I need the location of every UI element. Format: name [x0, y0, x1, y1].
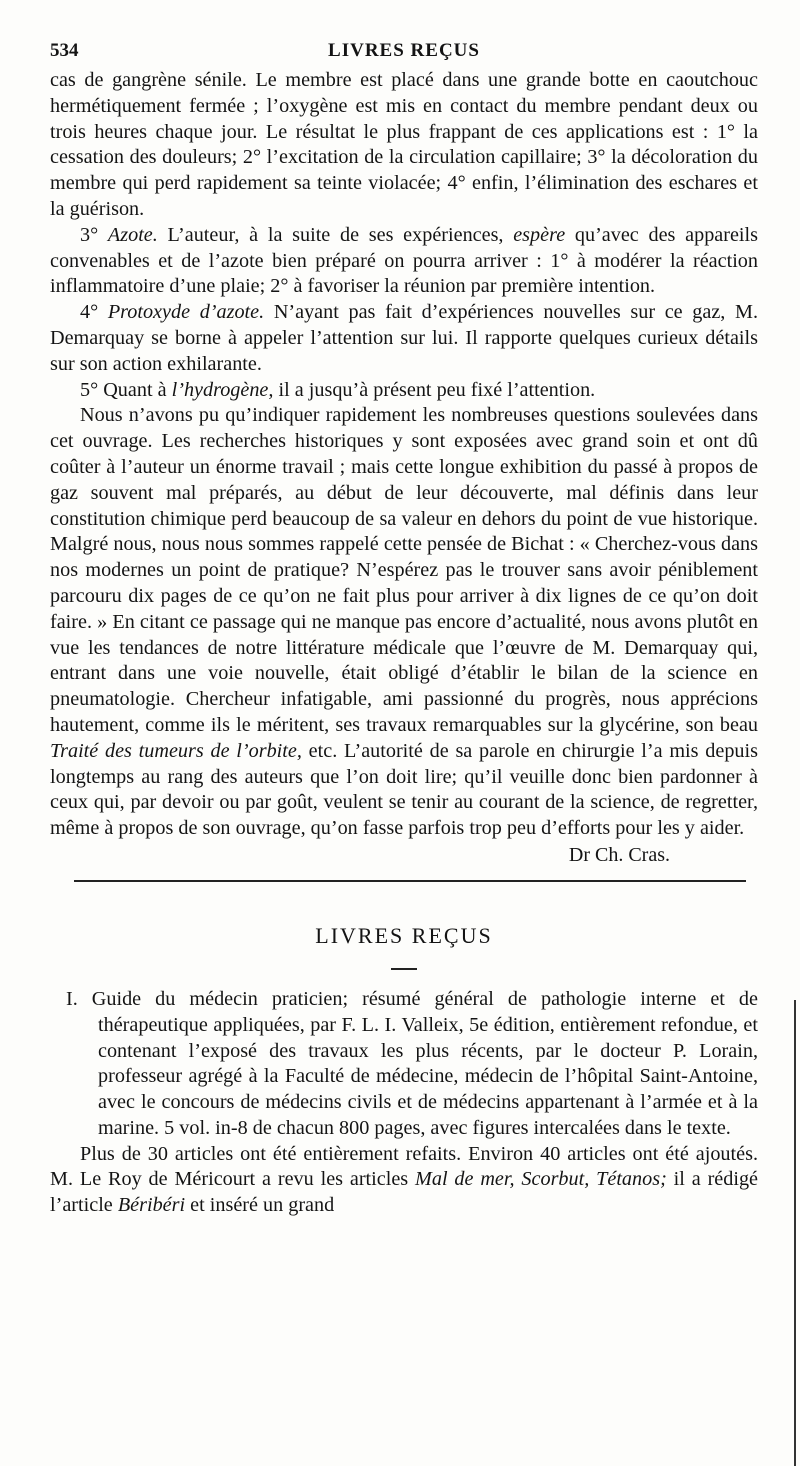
italic-term: espère: [513, 223, 566, 246]
running-head: [50, 38, 758, 68]
section-title: LIVRES REÇUS: [315, 922, 493, 948]
page-number: 534: [50, 40, 79, 61]
signature: Dr Ch. Cras.: [568, 843, 670, 866]
paragraph: Nous n’avons pu qu’indiquer rapidement les nombreuses questions soulevées dans cet ouvrage. Les recherches historiques y sont exposées avec grand soin et ont dû coûter à l’auteur un énorme travail ; mais cette longue exhibition du passé à propos de gaz souvent mal préparés, au début de leur découverte, mal définis dans leur constitution chimique perd beaucoup de sa valeur en dehors du point de vue historique. Malgré nous, nous nous sommes rappelé cette pensée de Bichat : « Cherchez-vous dans nos modernes un point de pratique? N’espérez pas le trouver sans avoir péniblement parcouru dix pages de ce qu’on ne fait plus pour arriver à dix lignes de ce qu’on doit faire. » En citant ce passage qui ne manque pas encore d’actualité, nous avons plutôt en vue les tendances de notre littérature médicale que l’œuvre de M. Demarquay qui, entrant dans une voie nouvelle, était obligé d’établir le bilan de la science en pneumatologie. Chercheur infatigable, ami passionné du progrès, nous apprécions hautement, comme ils le méritent, ses travaux remarquables sur la glycérine, son beau Traité des tumeurs de l’orbite, etc. L’autorité de sa parole en chirurgie l’a mis depuis longtemps au rang des auteurs que l’on doit lire; qu’il veuille donc bien pardonner à ceux qui, par devoir ou par goût, veulent se tenir au courant de la science, de regretter, même à propos de son ouvrage, qu’on fasse parfois trop peu d’efforts pour les y aider.: [50, 404, 758, 840]
paragraph: 4° Protoxyde d’azote. N’ayant pas fait d’expériences nouvelles sur ce gaz, M. Demarquay se borne à appeler l’attention sur lui. Il rapporte quelques curieux détails sur son action exhilarante.: [50, 301, 758, 375]
page-edge-line: [794, 1000, 796, 1466]
italic-term: Scorbut, Tétanos;: [521, 1168, 667, 1191]
italic-term: l’hydrogène,: [171, 378, 274, 401]
book-description: Plus de 30 articles ont été entièrement refaits. Environ 40 articles ont été ajoutés. M. Le Roy de Méricourt a revu les articles Mal de mer, Scorbut, Tétanos; il a rédigé l’article Béribéri et inséré un grand: [50, 1142, 759, 1217]
italic-term: Azote.: [107, 223, 158, 246]
book-citation: I. Guide du médecin praticien; résumé général de pathologie interne et de thérapeutique appliquées, par F. L. I. Valleix, 5e édition, entièrement refondue, et contenant l’exposé des travaux les plus récents, par le docteur P. Lorain, professeur agrégé à la Faculté de médecine, médecin de l’hôpital Saint-Antoine, avec le concours de médecins civils et de médecins appartenant à l’armée et à la marine. 5 vol. in-8 de chacun 800 pages, avec figures intercalées dans le texte.: [66, 987, 758, 1139]
paragraph: 5° Quant à l’hydrogène, il a jusqu’à présent peu fixé l’attention.: [80, 378, 596, 401]
italic-term: Mal de mer,: [415, 1168, 515, 1191]
italic-term: Traité des tumeurs de l’orbite,: [50, 739, 302, 762]
paragraph: 3° Azote. L’auteur, à la suite de ses expériences, espère qu’avec des appareils convenables et de l’azote bien préparé on pourra arriver : 1° à modérer la réaction inflammatoire d’une plaie; 2° à favoriser la réunion par première intention.: [50, 223, 758, 298]
book-entry: [50, 987, 758, 1219]
page: [50, 38, 758, 1219]
italic-term: Protoxyde d’azote.: [107, 301, 265, 324]
article-body: [50, 68, 758, 868]
running-title: LIVRES REÇUS: [328, 40, 480, 61]
divider: [391, 968, 417, 970]
divider: [74, 880, 746, 882]
paragraph: cas de gangrène sénile. Le membre est placé dans une grande botte en caoutchouc hermétiquement fermée ; l’oxygène est mis en contact du membre pendant deux ou trois heures chaque jour. Le résultat le plus frappant de ces applications est : 1° la cessation des douleurs; 2° l’excitation de la circulation capillaire; 3° la décoloration du membre qui perd rapidement sa teinte violacée; 4° enfin, l’élimination des eschares et la guérison.: [50, 69, 758, 220]
italic-term: Béribéri: [117, 1194, 186, 1217]
